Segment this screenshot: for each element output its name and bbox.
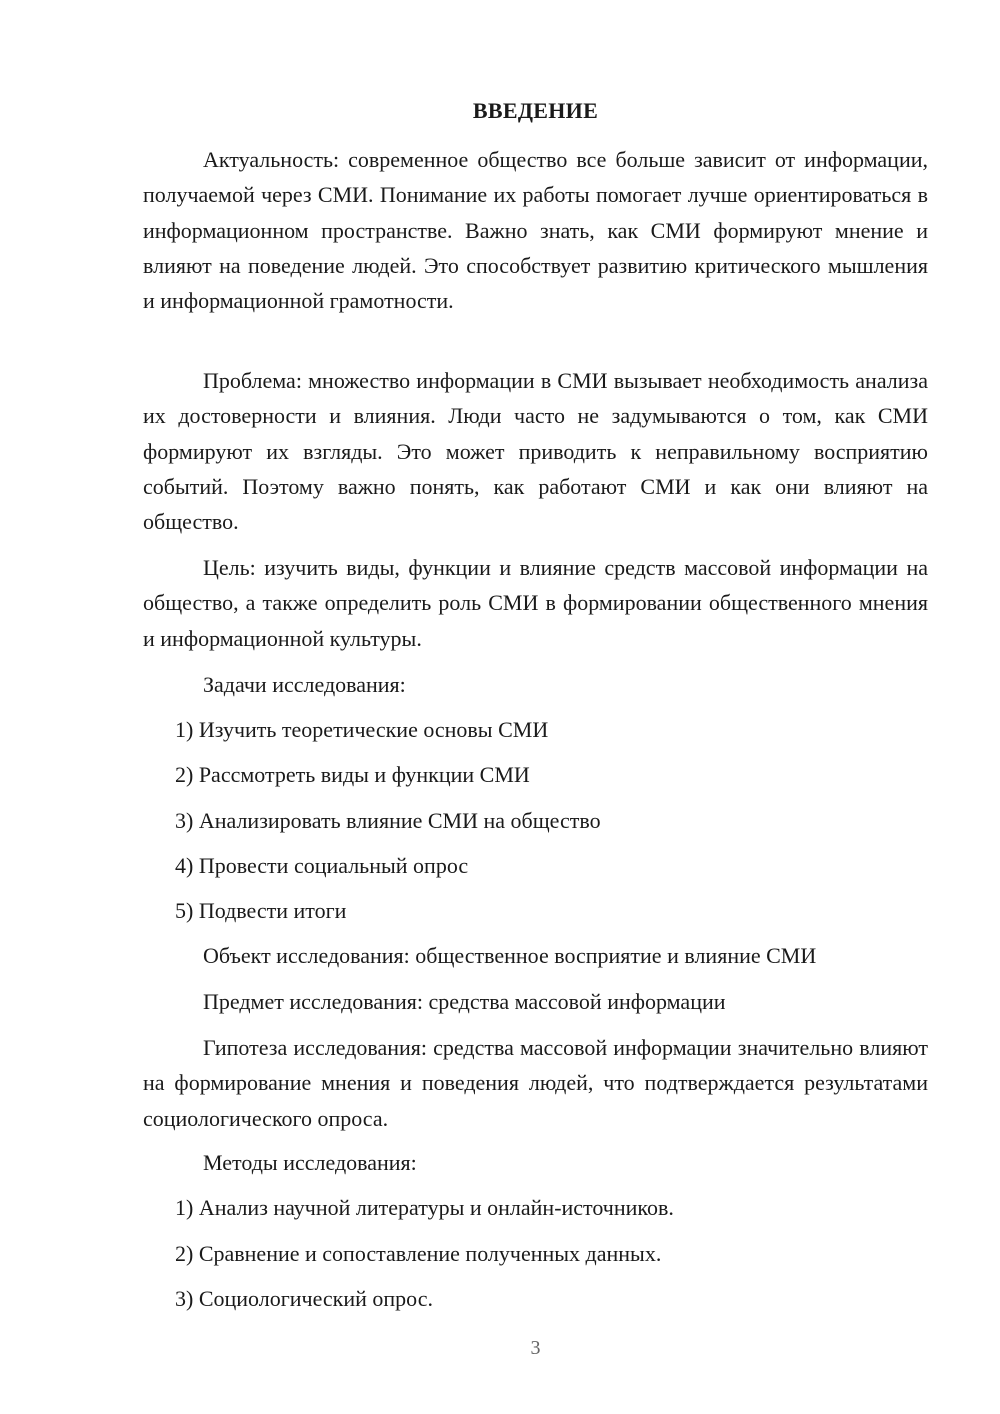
task-item: 1) Изучить теоретические основы СМИ [175,717,549,742]
problem-paragraph: Проблема: множество информации в СМИ вызывает необходимость анализа их достоверности и влияния. Люди часто не задумываются о том, как СМИ формируют их взгляды. Это может приводить к неправильному восприятию событий. Поэтому важно понять, как работают СМИ и как они влияют на общество. [143,368,928,535]
task-item: 4) Провести социальный опрос [175,853,469,878]
hypothesis-paragraph: Гипотеза исследования: средства массовой информации значительно влияют на формирование мнения и поведения людей, что подтверждается результатами социологического опроса. [143,1035,928,1131]
document-page [143,0,928,1414]
research-object: Объект исследования: общественное восприятие и влияние СМИ [203,943,817,968]
goal-paragraph: Цель: изучить виды, функции и влияние средств массовой информации на общество, а также определить роль СМИ в формировании общественного мнения и информационной культуры. [143,555,928,651]
method-item: 3) Социологический опрос. [175,1286,433,1311]
method-item: 1) Анализ научной литературы и онлайн-источников. [175,1195,674,1220]
method-item: 2) Сравнение и сопоставление полученных данных. [175,1241,662,1266]
section-heading: ВВЕДЕНИЕ [472,98,599,123]
page-number: 3 [530,1337,541,1359]
research-subject: Предмет исследования: средства массовой информации [203,989,726,1014]
methods-heading: Методы исследования: [203,1150,417,1175]
task-item: 2) Рассмотреть виды и функции СМИ [175,762,530,787]
tasks-heading: Задачи исследования: [203,672,406,697]
task-item: 5) Подвести итоги [175,898,347,923]
task-item: 3) Анализировать влияние СМИ на общество [175,808,601,833]
relevance-paragraph: Актуальность: современное общество все больше зависит от информации, получаемой через СМИ. Понимание их работы помогает лучше ориентироваться в информационном пространстве. Важно знать, как СМИ формируют мнение и влияют на поведение людей. Это способствует развитию критического мышления и информационной грамотности. [143,147,928,314]
